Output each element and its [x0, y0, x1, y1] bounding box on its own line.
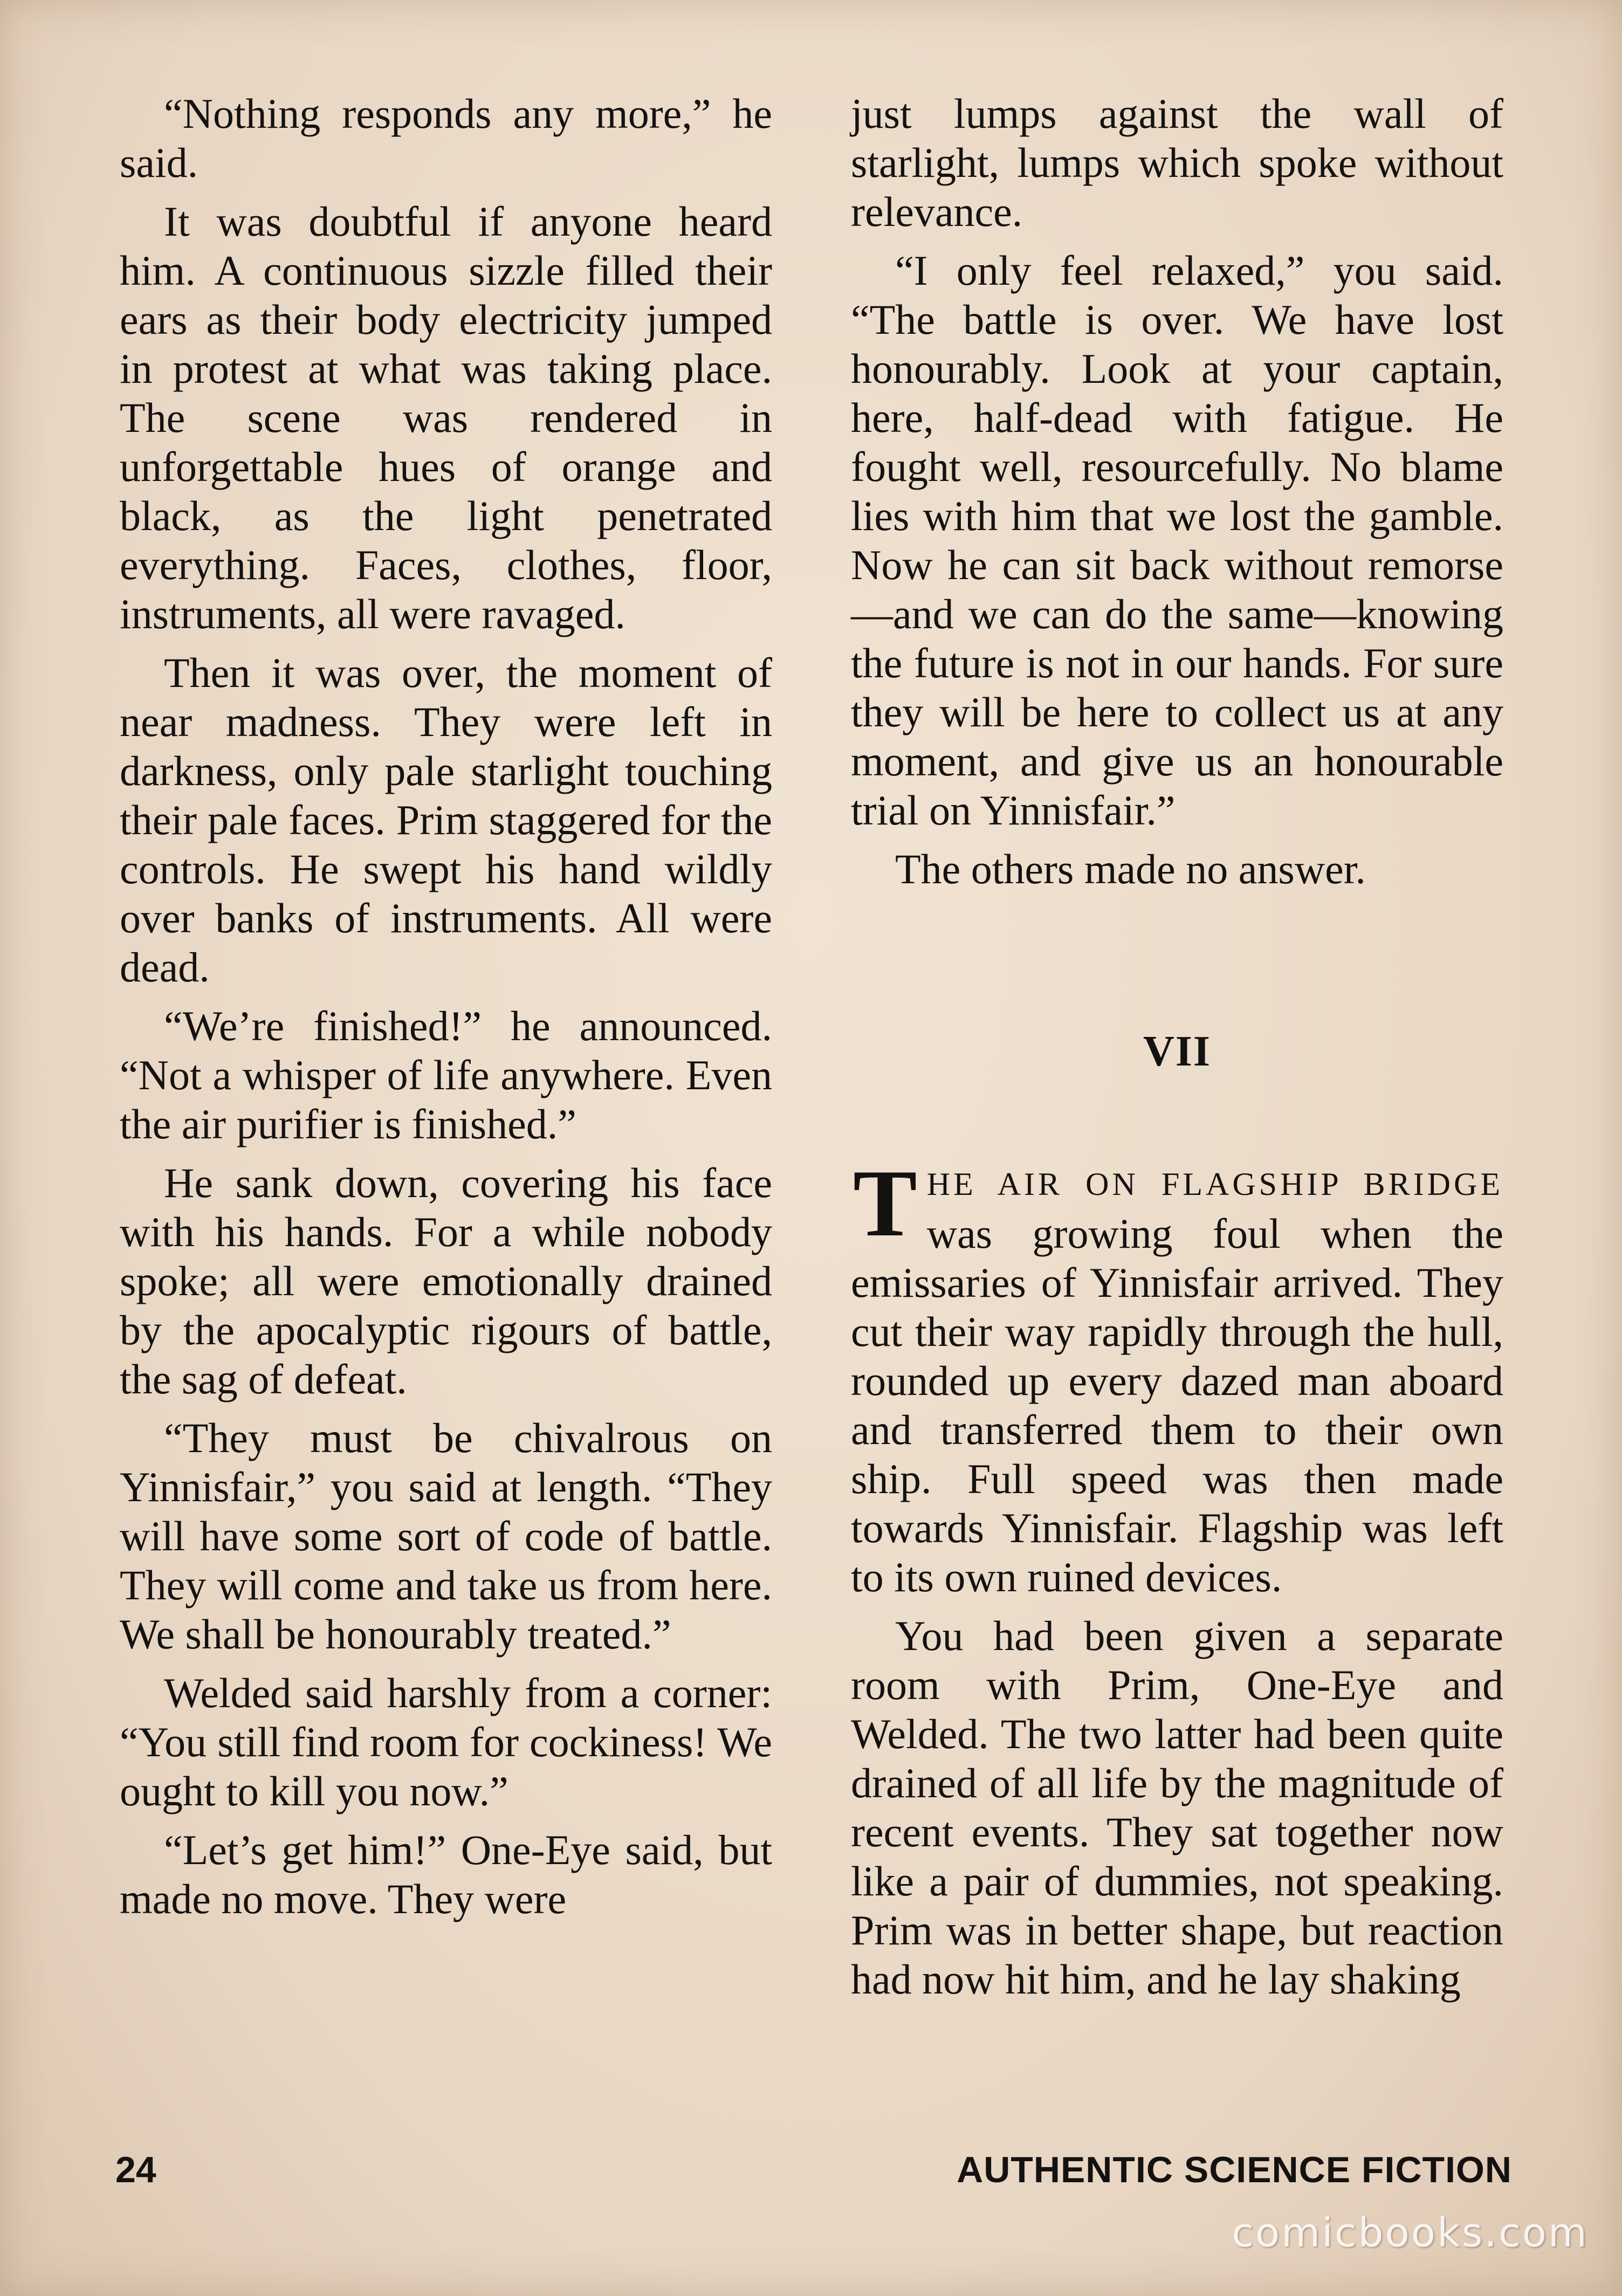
paragraph: “We’re finished!” he announced. “Not a whisper of life anywhere. Even the air purifier is finished.” — [120, 1002, 772, 1147]
paragraph: Then it was over, the moment of near madness. They were left in darkness, only pale starlight touching their pale faces. Prim staggered for the controls. He swept his hand wildly over banks of instruments. All were dead. — [120, 649, 772, 991]
chapter-opening-paragraph — [851, 1150, 1503, 1601]
page-number: 24 — [115, 2149, 156, 2190]
paragraph: Welded said harshly from a corner: “You still find room for cockiness! We ought to kill you now.” — [120, 1669, 772, 1814]
continued-paragraph: just lumps against the wall of starlight, lumps which spoke without relevance. — [851, 90, 1503, 235]
small-caps-lead-in: HE AIR ON FLAGSHIP BRIDGE — [926, 1166, 1503, 1202]
paragraph-text: was growing foul when the emissaries of Yinnisfair arrived. They cut their way rapidly through the hull, rounded up every dazed man aboard and transferred them to their own ship. Full speed was then made towards Yinnisfair. Flagship was left to its own ruined devices. — [851, 1210, 1503, 1600]
left-column — [120, 89, 772, 1933]
page-footer — [115, 2149, 1512, 2208]
drop-cap: T — [853, 1150, 917, 1256]
right-column — [851, 89, 1503, 2013]
running-title: AUTHENTIC SCIENCE FICTION — [957, 2149, 1512, 2190]
paragraph: “Nothing responds any more,” he said. — [120, 90, 772, 186]
paragraph: “I only feel relaxed,” you said. “The battle is over. We have lost honourably. Look at your captain, here, half-dead with fatigue. He fought well, resourcefully. No blame lies with him that we lost the gamble. Now he can sit back without remorse—and we can do the same—knowing the future is not in our hands. For sure they will be here to collect us at any moment, and give us an honourable trial on Yinnisfair.” — [851, 247, 1503, 834]
watermark: comicbooks.com — [1232, 2210, 1589, 2256]
paragraph: You had been given a separate room with Prim, One-Eye and Welded. The two latter had been quite drained of all life by the magnitude of recent events. They sat together now like a pair of dummies, not speaking. Prim was in better shape, but reaction had now hit him, and he lay shaking — [851, 1612, 1503, 2003]
paragraph: The others made no answer. — [895, 845, 1366, 892]
paragraph: “Let’s get him!” One-Eye said, but made no move. They were — [120, 1826, 772, 1922]
paragraph: “They must be chivalrous on Yinnisfair,” you said at length. “They will have some sort of code of battle. They will come and take us from here. We shall be honourably treated.” — [120, 1414, 772, 1658]
paragraph: It was doubtful if anyone heard him. A continuous sizzle filled their ears as their body electricity jumped in protest at what was taking place. The scene was rendered in unforgettable hues of orange and black, as the light penetrated everything. Faces, clothes, floor, instruments, all were ravaged. — [120, 198, 772, 637]
paragraph: He sank down, covering his face with his hands. For a while nobody spoke; all were emotionally drained by the apocalyptic rigours of battle, the sag of defeat. — [120, 1159, 772, 1403]
chapter-heading: VII — [1143, 1028, 1212, 1075]
